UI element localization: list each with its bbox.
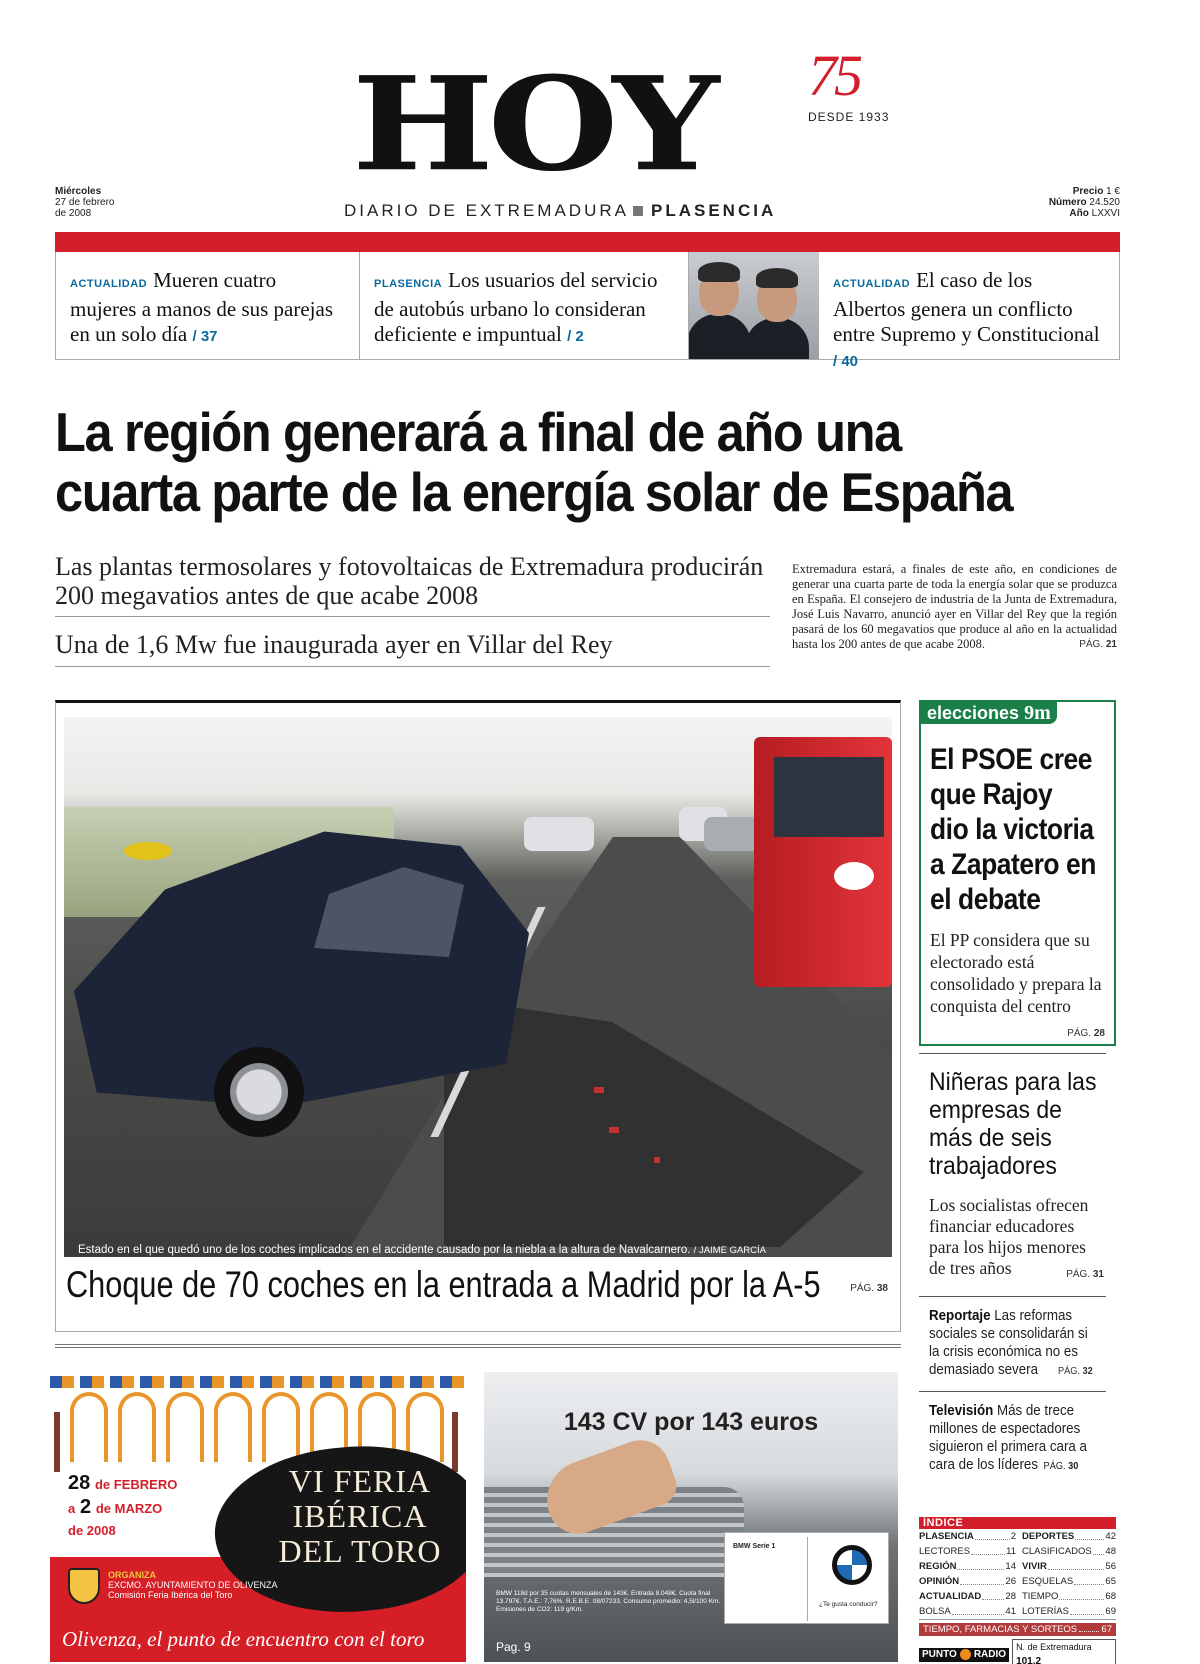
elections-body: El PP considera que su electorado está consolidado y prepara la conquista del centro PÁG. 28 (930, 929, 1105, 1045)
reportaje-page-ref[interactable]: PÁG. 32 (1057, 1366, 1093, 1377)
index-entry[interactable]: ACTUALIDAD 28 (919, 1591, 1016, 1602)
lead-headline-line: cuarta parte de la energía solar de España (55, 461, 1013, 523)
photo-caption (78, 1244, 766, 1256)
bmw-page-ref: Pag. 9 (496, 1640, 531, 1654)
lead-body-text: Extremadura estará, a finales de este año, en condiciones de generar una cuarta parte de toda la energía solar que se produzca en España. El consejero de industria de la Junta de Extremadura, José Luis Navarro, anunció ayer en Villar del Rey que la región pasará de los 60 megavatios que produce al año en la actualidad hasta los 200 antes de que acabe 2008. (792, 562, 1117, 651)
television-teaser[interactable]: Televisión Más de trece millones de espectadores siguieron el primera cara a cara de los líderes PÁG. 30 (929, 1403, 1087, 1473)
teaser-text-block (819, 252, 1119, 370)
index-entry[interactable]: BOLSA 41 (919, 1606, 1016, 1617)
photo-story-page-ref[interactable]: PÁG. 38 (850, 1283, 888, 1294)
teaser-card[interactable] (56, 252, 360, 359)
index-entry[interactable]: REGIÓN 14 (919, 1561, 1016, 1572)
helicopter-icon (124, 842, 172, 860)
elections-headline[interactable]: El PSOE cree que Rajoy dio la victoria a Zapatero en el debate (930, 743, 1096, 916)
price-value: 1 € (1106, 186, 1120, 197)
index-entry[interactable]: LECTORES 11 (919, 1546, 1016, 1557)
photo-story (55, 700, 901, 1332)
nineras-headline[interactable]: Niñeras para las empresas de más de seis trabajadores (929, 1068, 1097, 1180)
feria-organizer: ORGANIZA EXCMO. AYUNTAMIENTO DE OLIVENZA Comisión Feria Ibérica del Toro (108, 1570, 278, 1600)
lead-page-ref[interactable]: PÁG. 21 (1079, 639, 1117, 650)
bmw-model: BMW Serie 1 (733, 1543, 776, 1550)
index-entry[interactable]: LOTERÍAS 69 (1022, 1606, 1116, 1617)
number-label: Número (1048, 197, 1087, 208)
masthead-red-bar (55, 232, 1120, 252)
bmw-brand-card (724, 1532, 889, 1624)
ad-feria-iberica[interactable] (50, 1372, 466, 1662)
index-entry[interactable]: VIVIR 56 (1022, 1561, 1116, 1572)
lead-second-subheadline: Una de 1,6 Mw fue inaugurada ayer en Villar del Rey (55, 630, 770, 667)
bmw-slogan: ¿Te gusta conducir? (819, 1601, 878, 1608)
television-page-ref[interactable]: PÁG. 30 (1043, 1461, 1079, 1472)
number-value: 24.520 (1089, 197, 1120, 208)
weather-pharmacies-entry[interactable]: TIEMPO, FARMACIAS Y SORTEOS 67 (919, 1623, 1116, 1636)
bmw-fine-print: BMW 118d por 35 cuotas mensuales de 143€. Entrada 8.048€. Cuota final 13.797€. T.A.E.: 7,76%. R.E.B.E. 08/07233. Consumo promedio: 4,5l/100 Km. Emisiones de CO2: 119 g/Km. (496, 1590, 721, 1613)
year-value: LXXVI (1091, 208, 1120, 219)
since-label: DESDE 1933 (808, 110, 890, 124)
radio-frequency-bar (919, 1639, 1116, 1664)
teaser-page: / 37 (192, 328, 218, 345)
masthead-price-block (1049, 186, 1120, 219)
teaser-page: / 40 (833, 353, 859, 370)
radio-brand: PUNTO RADIO (919, 1648, 1009, 1662)
elections-box (919, 700, 1116, 1046)
lead-body (792, 562, 1117, 652)
weekday: Miércoles (55, 186, 102, 197)
decorative-frieze (50, 1376, 466, 1388)
arch-icon (166, 1392, 204, 1462)
teaser-section: ACTUALIDAD (833, 278, 911, 290)
radio-dot-icon (960, 1649, 971, 1660)
teaser-text: El caso de los Albertos genera un conflicto entre Supremo y Constitucional (833, 268, 1100, 346)
lead-headline[interactable] (55, 402, 1049, 522)
reportaje-kicker: Reportaje (929, 1308, 991, 1324)
photo-story-headline[interactable]: Choque de 70 coches en la entrada a Madrid por la A-5 (66, 1264, 821, 1305)
section-divider (55, 1344, 901, 1348)
teaser-card[interactable] (360, 252, 689, 359)
feria-dates: 28 de FEBRERO a 2 de MARZO de 2008 (68, 1472, 178, 1538)
crash-photo[interactable] (64, 717, 892, 1257)
price-label: Precio (1072, 186, 1104, 197)
anniversary-mark: 75 (808, 43, 860, 108)
bmw-logo-icon (832, 1545, 872, 1585)
tagline-text: DIARIO DE EXTREMADURA (344, 201, 629, 220)
radio-frequency: N. de Extremadura 101.2 (1012, 1639, 1116, 1664)
index-entry[interactable]: PLASENCIA 2 (919, 1531, 1016, 1542)
arch-icon (118, 1392, 156, 1462)
television-kicker: Televisión (929, 1403, 994, 1419)
index-entry[interactable]: DEPORTES 42 (1022, 1531, 1116, 1542)
teaser-photo-two-men (689, 252, 819, 359)
index-entry[interactable]: TIEMPO 68 (1022, 1591, 1116, 1602)
index-box (919, 1517, 1116, 1664)
lead-subheadline: Las plantas termosolares y fotovoltaicas de Extremadura producirán 200 megavatios antes de que acabe 2008 (55, 552, 770, 617)
photo-credit: / JAIME GARCÍA (693, 1245, 766, 1256)
arch-icon (262, 1392, 300, 1462)
nineras-page-ref[interactable]: PÁG. 31 (1066, 1269, 1104, 1280)
newspaper-logo[interactable]: HOY (352, 48, 714, 201)
feria-slogan: Olivenza, el punto de encuentro con el toro (62, 1627, 425, 1651)
index-title: ÍNDICE (919, 1517, 1116, 1529)
ad-bmw[interactable] (484, 1372, 898, 1662)
reportaje-teaser[interactable]: Reportaje Las reformas sociales se consolidarán si la crisis económica no es demasiado severa PÁG. 32 (929, 1307, 1093, 1381)
index-entry[interactable]: CLASIFICADOS 48 (1022, 1546, 1116, 1557)
index-entry[interactable]: ESQUELAS 65 (1022, 1576, 1116, 1587)
square-separator-icon (633, 206, 643, 216)
elections-page-ref[interactable]: PÁG. 28 (1067, 1028, 1105, 1039)
bmw-headline: 143 CV por 143 euros (563, 1408, 819, 1436)
teaser-page: / 2 (567, 328, 584, 345)
column-rule (919, 1391, 1106, 1392)
teaser-text: Mueren cuatro mujeres a manos de sus parejas en un solo día (70, 268, 334, 346)
year-label: Año (1069, 208, 1089, 219)
tagline (344, 201, 776, 221)
arch-icon (70, 1392, 108, 1462)
teaser-text: Los usuarios del servicio de autobús urbano lo consideran deficiente e impuntual (374, 268, 658, 346)
teaser-section: ACTUALIDAD (70, 278, 148, 290)
olivenza-shield-icon (68, 1568, 100, 1604)
teaser-section: PLASENCIA (374, 278, 443, 290)
column-rule (919, 1296, 1106, 1297)
caption-text: Estado en el que quedó uno de los coches implicados en el accidente causado por la niebla a la altura de Navalcarnero. (78, 1244, 691, 1256)
date-year: de 2008 (55, 208, 92, 219)
elections-tag: elecciones 9m (921, 702, 1057, 724)
date-line: 27 de febrero (55, 197, 115, 208)
column-rule (919, 1053, 1106, 1054)
lead-headline-line: La región generará a final de año una (55, 401, 901, 463)
nineras-body: Los socialistas ofrecen financiar educadores para los hijos menores de tres años PÁG. 31 (929, 1195, 1104, 1285)
teaser-card-with-photo[interactable] (689, 252, 1119, 370)
feria-title: VI FERIA IBÉRICA DEL TORO (278, 1463, 442, 1569)
edition-name: PLASENCIA (650, 201, 777, 220)
index-entry[interactable]: OPINIÓN 26 (919, 1576, 1016, 1587)
arch-icon (214, 1392, 252, 1462)
masthead-date (55, 186, 115, 219)
index-grid (919, 1529, 1116, 1620)
top-teasers (55, 252, 1120, 370)
